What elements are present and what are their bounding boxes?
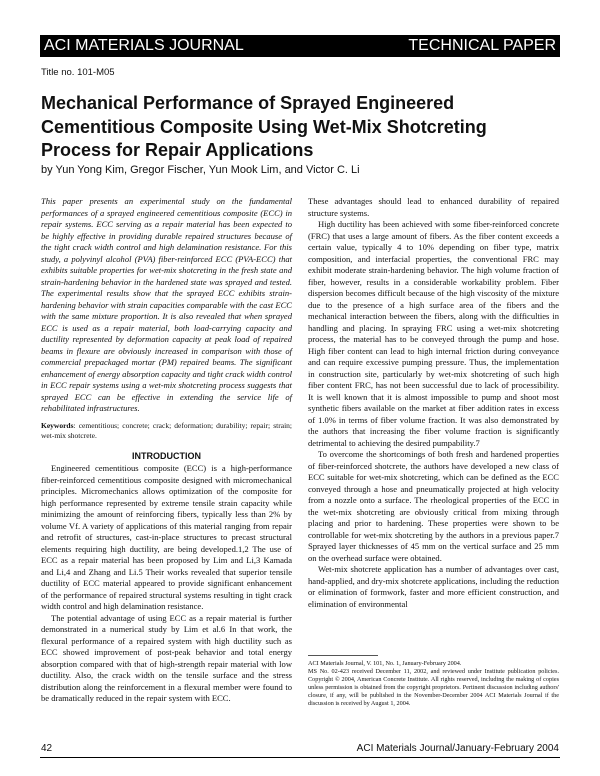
keywords (41, 421, 292, 441)
paper-title: Mechanical Performance of Sprayed Engineered Cementitious Composite Using Wet-Mix Shotcreting Process for Repair Applications (41, 93, 487, 160)
body-paragraph: The potential advantage of using ECC as a repair material is further demonstrated in a numerical study by Lim et al.6 In that work, the flexural performance of a repaired system with high ductility such as ECC showed improvement of post-peak behavior and total energy absorption compared with that of high-strength repair material with low ductility. Also, the crack width on the tensile surface and the stress distribution along the reinforcement in a flexural member were found to be dramatically reduced in the repair system with ECC. (41, 612, 292, 703)
keywords-list: : cementitious; concrete; crack; deformation; durability; repair; strain; wet-mix shotcrete. (41, 420, 292, 440)
keywords-label: Keywords (41, 420, 74, 430)
footnote-divider (308, 655, 378, 656)
journal-name: ACI MATERIALS JOURNAL (44, 37, 244, 54)
body-paragraph: Wet-mix shotcrete application has a number of advantages over cast, hand-applied, and dry-mix shotcrete applications, including the reduction or elimination of formwork, faster and more efficient construction, and elimination of environmental (308, 564, 559, 609)
body-paragraph: To overcome the shortcomings of both fresh and hardened properties of fiber-reinforced shotcrete, the authors have developed a new class of ECC suitable for wet-mix shotcreting, which can be defined as the ECC conveyed through a hose and pneumatically projected at high velocity from a nozzle onto a surface. The rheological properties of the ECC in the wet-mix shotcreting are obviously critical from mixing through placing and prior to hardening. These properties were shown to be controllable for wet-mix shotcreting by the authors in a previous paper.7 Sprayed layer thicknesses of 45 mm on the vertical surface and 25 mm on the overhead surface were obtained. (308, 449, 559, 563)
author-list: by Yun Yong Kim, Gregor Fischer, Yun Mook Lim, and Victor C. Li (41, 164, 360, 176)
publication-note: ACI Materials Journal, V. 101, No. 1, January-February 2004. (308, 660, 462, 667)
publication-notes (308, 660, 559, 708)
section-label: TECHNICAL PAPER (408, 37, 556, 54)
publication-note: MS No. 02-423 received December 11, 2002, and reviewed under Institute publication policies. Copyright © 2004, American Concrete Institute. All rights reserved, including the making of copies unless permission is obtained from the copyright proprietors. Pertinent discussion including authors' closure, if any, will be published in the November-December 2004 ACI Materials Journal if the discussion is received by August 1, 2004. (308, 668, 559, 707)
right-column (308, 196, 559, 610)
abstract: This paper presents an experimental study on the fundamental performances of a sprayed engineered cementitious composite (ECC) in repair systems. ECC serving as a repair material has been expected to be highly effective in providing durable repaired structures because of the tight crack width control and high delamination resistance. For this study, a polyvinyl alcohol (PVA) fiber-reinforced ECC (PVA-ECC) that exhibits suitable properties for wet-mix shotcreting in the fresh state and strain-hardening behavior in the hardened state was sprayed and tested. The experimental results show that the sprayed ECC exhibits strain-hardening behavior with strain capacities comparable with the cast ECC with the same mixture proportion. It is also revealed that when sprayed ECC is used as a repair material, both load-carrying capacity and ductility represented by deformation capacity at peak load of repaired beams in flexure are obviously increased in comparison with those of commercial prepackaged mortar (PM) repaired beams. The significant enhancement of energy absorption capacity and tight crack width control in ECC repair systems using a wet-mix shotcreting process suggests that sprayed ECC can be effective in extending the service life of rehabilitated infrastructures. (41, 196, 292, 413)
journal-issue: ACI Materials Journal/January-February 2004 (356, 743, 559, 754)
body-paragraph: These advantages should lead to enhanced durability of repaired structure systems. (308, 196, 559, 218)
body-paragraph: High ductility has been achieved with some fiber-reinforced concrete (FRC) that uses a large amount of fibers. As the fiber content exceeds a certain value, typically 4 to 10% depending on fiber type, matrix composition, and interfacial properties, the conventional FRC may exhibit moderate strain-hardening behavior. The high volume fraction of fiber, however, results in a considerable workability problem. Fiber dispersion becomes difficult because of the high viscosity of the mixture due to the presence of a high surface area of the fibers and the mechanical interaction between the fibers, along with the difficulties in handling and placing. In spraying FRC using a wet-mix shotcreting process, the material has to be conveyed through the pump and hose. High fiber content can lead to high internal friction during conveyance and can require excessive pumping pressure. Thus, the implementation in construction site, particularly by wet-mix shotcreting of such high fiber content FRC, has not been successful due to lack of processibility. It is well known that it is almost impossible to pump and shoot most synthetic fibers available on the market at fiber addition rates in excess of 1.0% in terms of fiber volume fraction. It was also demonstrated by the authors that increasing the fiber volume fraction is significantly detrimental to achieving the desired pumpability.7 (308, 219, 559, 448)
body-paragraph: Engineered cementitious composite (ECC) is a high-performance fiber-reinforced cementitious composite designed with micromechanical principles. Micromechanics allows optimization of the composite for high performance represented by extreme tensile strain capacity while minimizing the amount of reinforcing fibers, typically less than 2% by volume Vf. A variety of applications of this material ranging from repair and retrofit of structures, cast-in-place structures to precast structural elements requiring high ductility, are being developed.1,2 The use of ECC as a repair material has been proposed by Lim and Li,3 Kamada and Li,4 and Zhang and Li.5 Their works revealed that superior tensile ductility of ECC material appeared to provide significant enhancement of the performance of repaired structural systems resulting in tight crack width control and high delamination resistance. (41, 463, 292, 611)
left-column (41, 196, 292, 705)
introduction-heading: INTRODUCTION (132, 450, 201, 461)
journal-header-bar (40, 35, 560, 57)
title-number: Title no. 101-M05 (41, 67, 115, 78)
page-number: 42 (41, 743, 53, 754)
footer-rule (40, 757, 560, 758)
